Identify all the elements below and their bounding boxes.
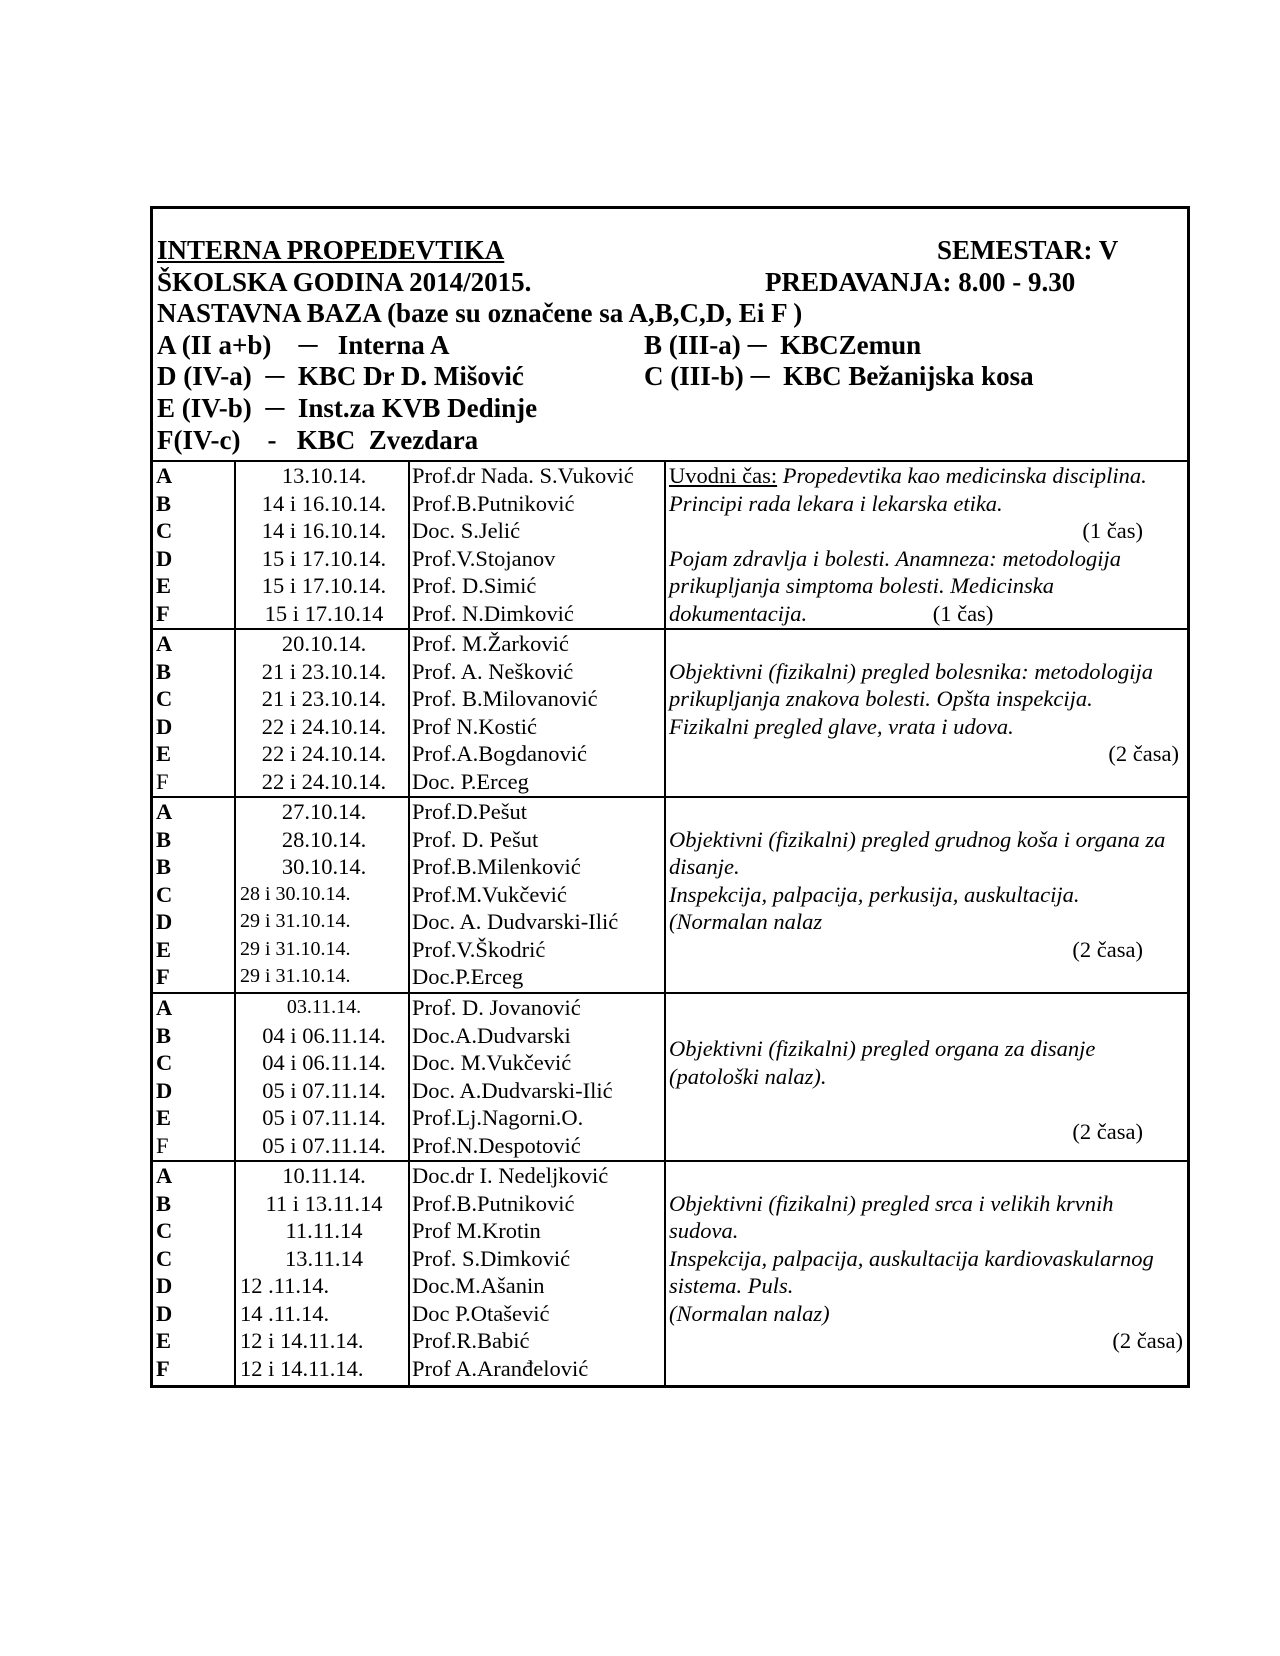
group-entry: D <box>156 909 173 934</box>
professor-entry: Prof. B.Milovanović <box>412 686 598 711</box>
group-entry: B <box>156 490 172 516</box>
date-entry: 22 i 24.10.14. <box>261 713 387 739</box>
professor-entry: Prof.A.Bogdanović <box>412 741 587 766</box>
date-entry: 12 .11.14. <box>240 1273 330 1298</box>
group-entry: D <box>156 713 173 739</box>
professor-entry: Doc P.Otašević <box>412 1300 550 1326</box>
professor-cell <box>409 461 665 629</box>
professor-entry: Doc.M.Ašanin <box>412 1273 545 1298</box>
topic-text: Objektivni (fizikalni) pregled bolesnika: metodologija prikupljanja znakova bolesti. Opšta inspekcija. <box>669 658 1154 711</box>
date-entry: 05 i 07.11.14. <box>262 1077 386 1103</box>
date-entry: 14 .11.14. <box>240 1300 330 1326</box>
group-cell <box>153 461 235 629</box>
professor-entry: Prof M.Krotin <box>412 1218 541 1243</box>
date-entry: 29 i 31.10.14. <box>240 910 351 932</box>
group-entry: F <box>156 1132 169 1158</box>
group-entry: E <box>156 1105 172 1130</box>
professor-entry: Doc. M.Vukčević <box>412 1050 572 1075</box>
schedule-document <box>150 206 1190 1388</box>
professor-entry: Doc.A.Dudvarski <box>412 1022 571 1048</box>
professor-entry: Prof.Lj.Nagorni.O. <box>412 1105 584 1130</box>
date-entry: 13.10.14. <box>281 463 367 488</box>
date-cell <box>235 797 409 993</box>
date-entry: 15 i 17.10.14 <box>264 600 384 626</box>
professor-entry: Prof.B.Milenković <box>412 854 581 879</box>
topic-cell <box>665 461 1187 629</box>
group-entry: F <box>156 964 170 989</box>
date-entry: 29 i 31.10.14. <box>240 937 351 960</box>
professor-entry: Prof.B.Putniković <box>412 490 575 516</box>
topic-cell <box>665 797 1187 993</box>
date-entry: 27.10.14. <box>281 799 367 824</box>
lecture-time: PREDAVANJA: 8.00 - 9.30 <box>765 266 1076 297</box>
date-entry: 28.10.14. <box>281 826 367 852</box>
date-entry: 12 i 14.11.14. <box>240 1355 364 1381</box>
base-d: D (IV-a) ─ KBC Dr D. Mišović <box>157 361 524 391</box>
date-entry: 13.11.14 <box>285 1245 363 1271</box>
group-entry: E <box>156 936 172 962</box>
topic-cell <box>665 1161 1187 1385</box>
group-entry: D <box>156 545 173 571</box>
intro-label: Uvodni čas: <box>669 463 778 488</box>
group-entry: B <box>156 826 172 852</box>
group-entry: C <box>156 1050 173 1075</box>
professor-cell <box>409 797 665 993</box>
professor-entry: Prof.B.Putniković <box>412 1190 575 1216</box>
group-entry: C <box>156 1245 173 1271</box>
base-c: C (III-b) ─ KBC Bežanijska kosa <box>644 361 1034 391</box>
professor-entry: Prof N.Kostić <box>412 713 537 739</box>
group-cell <box>153 993 235 1161</box>
table-row <box>153 993 1187 1161</box>
professor-entry: Prof A.Aranđelović <box>412 1355 589 1381</box>
professor-entry: Prof. D. Jovanović <box>412 995 581 1020</box>
professor-entry: Doc. A. Dudvarski-Ilić <box>412 909 619 934</box>
group-entry: E <box>156 741 172 766</box>
date-entry: 10.11.14. <box>282 1163 366 1188</box>
topic-text: Inspekcija, palpacija, perkusija, auskultacija. (Normalan nalaz <box>669 881 1080 934</box>
professor-entry: Doc. P.Erceg <box>412 768 529 794</box>
professor-cell <box>409 1161 665 1385</box>
date-entry: 20.10.14. <box>281 631 367 656</box>
hours-label: (2 časa) <box>1108 741 1179 766</box>
topic-text: Propedevtika kao medicinska disciplina. Principi rada lekara i lekarska etika. <box>669 463 1147 516</box>
group-entry: D <box>156 1077 173 1103</box>
date-entry: 21 i 23.10.14. <box>261 686 387 711</box>
group-cell <box>153 1161 235 1385</box>
semester-label: SEMESTAR: V <box>937 235 1119 265</box>
date-entry: 14 i 16.10.14. <box>261 518 387 543</box>
professor-entry: Prof. M.Žarković <box>412 631 569 656</box>
hours-label: (1 čas) <box>932 600 994 626</box>
group-entry: A <box>156 631 173 656</box>
base-b: B (III-a) ─ KBCZemun <box>644 329 922 360</box>
group-entry: A <box>156 799 173 824</box>
group-entry: F <box>156 768 169 794</box>
group-cell <box>153 629 235 797</box>
base-e: E (IV-b) ─ Inst.za KVB Dedinje <box>157 393 538 423</box>
teaching-base-label: NASTAVNA BAZA (baze su označene sa A,B,C,D, Ei F ) <box>157 298 803 328</box>
base-f: F(IV-c) - KBC Zvezdara <box>157 424 479 455</box>
group-entry: E <box>156 573 172 598</box>
topic-text: Pojam zdravlja i bolesti. Anamneza: metodologija prikupljanja simptoma bolesti. Medicinska dokumentacija. <box>669 545 1122 626</box>
course-title: INTERNA PROPEDEVTIKA <box>157 235 505 265</box>
topic-text: Fizikalni pregled glave, vrata i udova. <box>669 713 1014 739</box>
group-entry: D <box>156 1273 173 1298</box>
professor-entry: Doc.dr I. Nedeljković <box>412 1163 609 1188</box>
date-entry: 05 i 07.11.14. <box>262 1132 386 1158</box>
professor-entry: Prof. D.Simić <box>412 573 537 598</box>
topic-text: Objektivni (fizikalni) pregled organa za disanje (patološki nalaz). <box>669 1036 1096 1089</box>
schedule-table <box>153 460 1187 1385</box>
date-entry: 03.11.14. <box>286 996 362 1018</box>
date-entry: 22 i 24.10.14. <box>261 768 387 794</box>
date-entry: 15 i 17.10.14. <box>261 545 387 571</box>
group-entry: B <box>156 854 172 879</box>
date-entry: 04 i 06.11.14. <box>262 1050 386 1075</box>
base-a: A (II a+b) ─ Interna A <box>157 329 450 360</box>
professor-entry: Doc. A.Dudvarski-Ilić <box>412 1077 613 1103</box>
topic-text: Objektivni (fizikalni) pregled srca i velikih krvnih sudova. <box>669 1190 1114 1243</box>
professor-entry: Prof.N.Despotović <box>412 1132 581 1158</box>
hours-label: (1 čas) <box>1082 518 1143 543</box>
table-row <box>153 629 1187 797</box>
hours-label: (2 časa) <box>1112 1328 1183 1353</box>
group-cell <box>153 797 235 993</box>
table-row <box>153 1161 1187 1385</box>
date-cell <box>235 993 409 1161</box>
table-row <box>153 461 1187 629</box>
professor-entry: Prof. D. Pešut <box>412 826 539 852</box>
topic-cell <box>665 629 1187 797</box>
professor-entry: Prof.M.Vukčević <box>412 881 567 907</box>
date-entry: 05 i 07.11.14. <box>262 1105 386 1130</box>
group-entry: E <box>156 1328 172 1353</box>
professor-cell <box>409 993 665 1161</box>
document-header <box>153 209 1187 460</box>
topic-text: Objektivni (fizikalni) pregled grudnog koša i organa za disanje. <box>669 826 1166 879</box>
professor-entry: Prof.D.Pešut <box>412 799 528 824</box>
professor-entry: Doc. S.Jelić <box>412 518 521 543</box>
date-entry: 11 i 13.11.14 <box>265 1190 383 1216</box>
group-entry: B <box>156 658 172 684</box>
group-entry: A <box>156 995 173 1020</box>
date-entry: 29 i 31.10.14. <box>240 965 351 987</box>
topic-cell <box>665 993 1187 1161</box>
professor-entry: Prof.dr Nada. S.Vuković <box>412 463 634 488</box>
professor-entry: Prof.V.Škodrić <box>412 936 546 962</box>
group-entry: C <box>156 881 173 907</box>
professor-entry: Prof. A. Nešković <box>412 658 574 684</box>
hours-label: (2 časa) <box>1072 1118 1143 1144</box>
group-entry: A <box>156 463 173 488</box>
date-entry: 04 i 06.11.14. <box>262 1022 386 1048</box>
topic-text: (Normalan nalaz) <box>669 1300 830 1326</box>
date-entry: 15 i 17.10.14. <box>261 573 387 598</box>
group-entry: F <box>156 1355 170 1381</box>
group-entry: C <box>156 518 173 543</box>
date-entry: 30.10.14. <box>281 854 367 879</box>
professor-entry: Prof. S.Dimković <box>412 1245 571 1271</box>
table-row <box>153 797 1187 993</box>
date-cell <box>235 1161 409 1385</box>
date-entry: 28 i 30.10.14. <box>240 882 351 905</box>
date-cell <box>235 461 409 629</box>
topic-text: Inspekcija, palpacija, auskultacija kardiovaskularnog sistema. Puls. <box>669 1245 1154 1298</box>
group-entry: B <box>156 1190 172 1216</box>
date-entry: 22 i 24.10.14. <box>261 741 387 766</box>
hours-label: (2 časa) <box>1072 936 1143 962</box>
date-entry: 12 i 14.11.14. <box>240 1328 364 1353</box>
date-entry: 11.11.14 <box>285 1218 363 1243</box>
group-entry: A <box>156 1163 173 1188</box>
group-entry: C <box>156 686 173 711</box>
professor-entry: Prof. N.Dimković <box>412 600 574 626</box>
group-entry: D <box>156 1300 173 1326</box>
professor-entry: Prof.V.Stojanov <box>412 545 556 571</box>
professor-cell <box>409 629 665 797</box>
group-entry: F <box>156 600 170 626</box>
professor-entry: Doc.P.Erceg <box>412 964 524 989</box>
date-cell <box>235 629 409 797</box>
professor-entry: Prof.R.Babić <box>412 1328 530 1353</box>
date-entry: 21 i 23.10.14. <box>261 658 387 684</box>
school-year: ŠKOLSKA GODINA 2014/2015. <box>157 266 532 297</box>
date-entry: 14 i 16.10.14. <box>261 490 387 516</box>
group-entry: B <box>156 1022 172 1048</box>
group-entry: C <box>156 1218 173 1243</box>
